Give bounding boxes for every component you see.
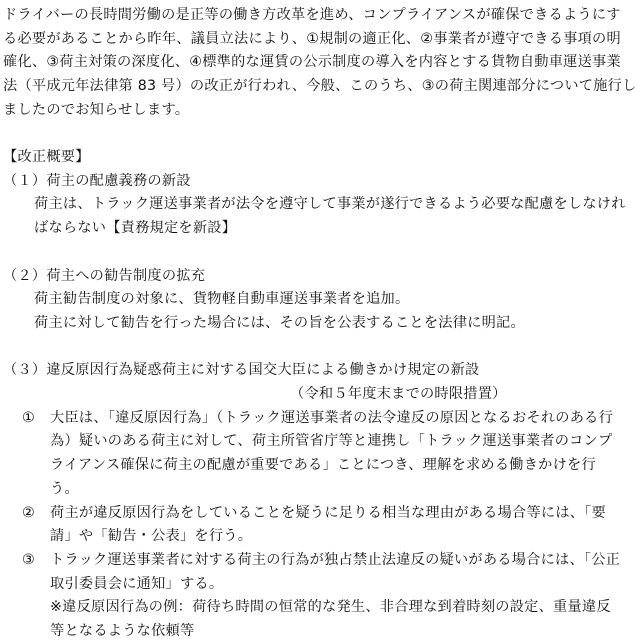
- section3-title: （３）違反原因行為疑惑荷主に対する国交大臣による働きかけ規定の新設: [3, 362, 480, 379]
- item-line: ※違反原因行為の例：荷待ち時間の恒常的な発生、非合理な到着時刻の設定、重量違反: [50, 599, 611, 616]
- item-line: 請」や「勧告・公表」を行う。: [50, 528, 253, 545]
- overview-heading: 【改正概要】: [3, 149, 90, 165]
- item-line: トラック運送事業者に対する荷主の行為が独占禁止法違反の疑いがある場合には、「公正: [50, 551, 621, 568]
- item-marker: ①: [22, 409, 35, 426]
- item-line: 大臣は、「違反原因行為」（トラック運送事業者の法令違反の原因となるおそれのある行: [50, 409, 614, 426]
- item-marker: ②: [22, 504, 35, 521]
- item-line: 取引委員会に通知」する。: [50, 575, 224, 592]
- section1-body-line: ばならない【責務規定を新設】: [34, 220, 237, 237]
- intro-line: ましたのでお知らせします。: [3, 101, 190, 118]
- intro-line: る必要があることから昨年、議員立法により、①規制の適正化、②事業者が遵守できる事項の明: [3, 30, 621, 47]
- intro-line: ドライバーの長時間労働の是正等の働き方改革を進め、コンプライアンスが確保できるようにす: [3, 6, 621, 23]
- item-line: 等となるような依頼等: [50, 623, 195, 639]
- section2-body-line: 荷主に対して勧告を行った場合には、その旨を公表することを法律に明記。: [34, 314, 525, 331]
- item-line: 為）疑いのある荷主に対して、荷主所管省庁等と連携し「トラック運送事業者のコンプ: [50, 433, 613, 450]
- item-line: う。: [50, 480, 79, 497]
- section2-body-line: 荷主勧告制度の対象に、貨物軽自動車運送事業者を追加。: [34, 291, 410, 308]
- item-line: ライアンス確保に荷主の配慮が重要である」ことにつき、理解を求める働きかけを行: [50, 457, 596, 474]
- item-marker: ③: [22, 551, 35, 568]
- item-line: 荷主が違反原因行為をしていることを疑うに足りる相当な理由がある場合等には、「要: [50, 504, 606, 521]
- section3-note: （令和５年度末までの時限措置）: [290, 386, 507, 402]
- section1-body-line: 荷主は、トラック運送事業者が法令を遵守して事業が遂行できるよう必要な配慮をしなけれ: [34, 196, 626, 213]
- intro-line: 法（平成元年法律第 83 号）の改正が行われ、今般、このうち、③の荷主関連部分について施行し: [3, 77, 637, 94]
- section1-title: （１）荷主の配慮義務の新設: [3, 172, 191, 189]
- section2-title: （２）荷主への勧告制度の拡充: [3, 267, 206, 284]
- intro-line: 確化、③荷主対策の深度化、④標準的な運賃の公示制度の導入を内容とする貨物自動車運送事業: [3, 54, 621, 71]
